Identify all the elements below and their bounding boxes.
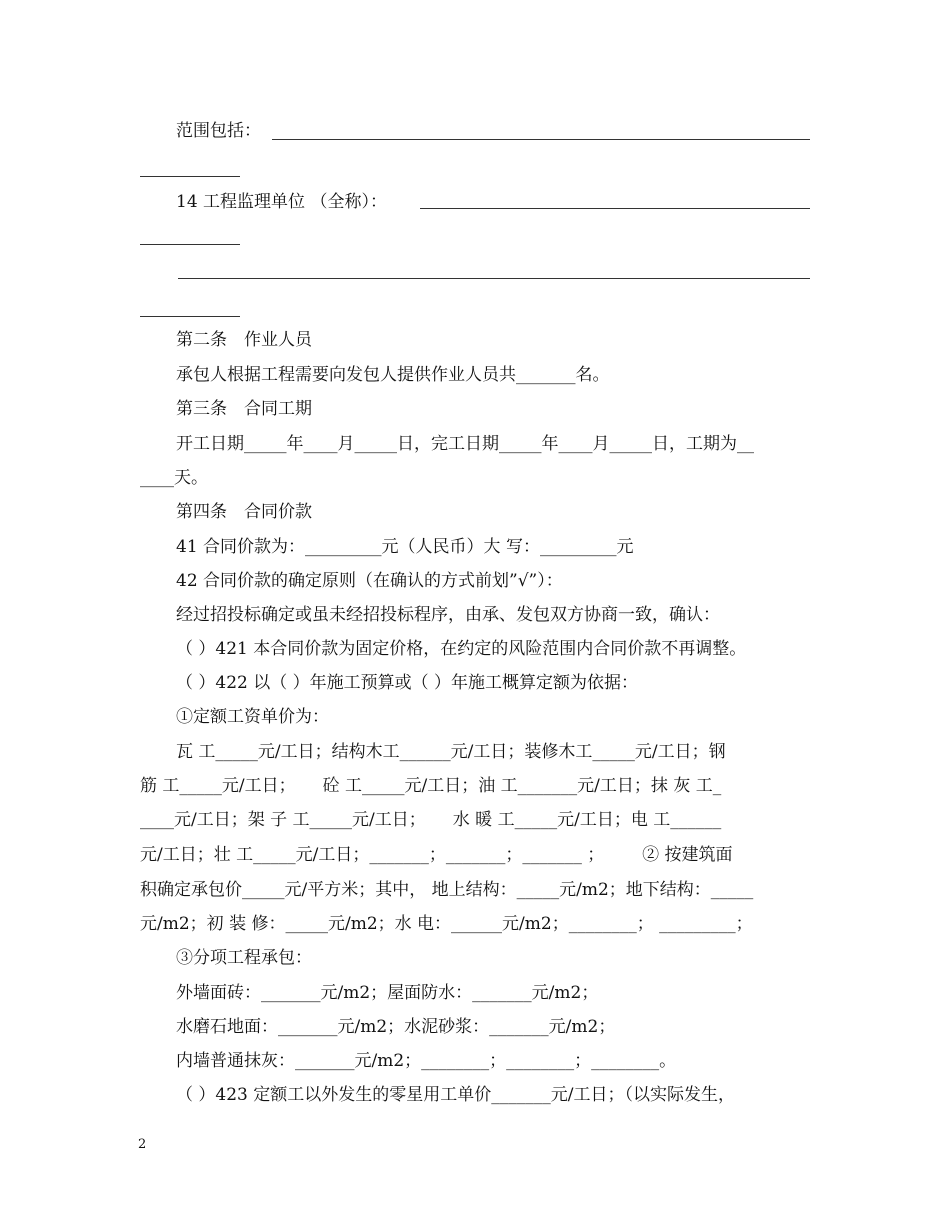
clause-421: （ ）421 本合同价款为固定价格，在约定的风险范围内合同价款不再调整。: [176, 639, 747, 659]
wage-line-5: 积确定承包价_____元/平方米；其中， 地上结构：_____元/m2；地下结构：_____: [140, 880, 754, 900]
article-2-text: 承包人根据工程需要向发包人提供作业人员共_______名。: [176, 365, 610, 385]
wage-line-6: 元/m2；初 装 修：_____元/m2；水 电：______元/m2；________； _________；: [140, 914, 753, 934]
fill-line: [140, 316, 240, 317]
subitem-line-1: 外墙面砖：_______元/m2；屋面防水：_______元/m2；: [176, 983, 599, 1003]
wage-line-3: ____元/工日；架 子 工_____元/工日； 水 暖 工_____元/工日；电 工______: [140, 810, 722, 830]
supervisor-label: 14 工程监理单位 （全称）：: [176, 192, 387, 212]
subitem-title: ③分项工程承包：: [176, 948, 312, 968]
wage-line-1: 瓦 工_____元/工日；结构木工______元/工日；装修木工_____元/工日；钢: [176, 742, 726, 762]
fill-line: [140, 244, 240, 245]
wage-line-2: 筋 工_____元/工日； 砼 工_____元/工日；油 工_______元/工日；抹 灰 工_: [140, 776, 722, 796]
scope-label: 范围包括：: [176, 121, 261, 141]
subitem-line-3: 内墙普通抹灰：_______元/m2；________；________；________。: [176, 1051, 677, 1071]
page-number: 2: [138, 1137, 147, 1152]
fill-line: [420, 208, 810, 209]
article-3-text-b: ____天。: [140, 468, 208, 488]
article-3-title: 第三条 合同工期: [176, 399, 312, 419]
article-4-title: 第四条 合同价款: [176, 502, 312, 522]
tender-text: 经过招投标确定或虽未经招投标程序，由承、发包双方协商一致，确认：: [176, 605, 720, 625]
clause-422: （ ）422 以（ ）年施工预算或（ ）年施工概算定额为依据：: [176, 673, 639, 693]
wage-line-4: 元/工日；壮 工_____元/工日；_______；_______；_______ ； ② 按建筑面: [140, 845, 733, 865]
fill-line: [272, 139, 810, 140]
subitem-line-2: 水磨石地面：_______元/m2；水泥砂浆：_______元/m2；: [176, 1017, 616, 1037]
clause-41: 41 合同价款为：_________元（人民币）大 写：_________元: [176, 537, 634, 557]
fill-line: [140, 176, 240, 177]
wage-title: ①定额工资单价为：: [176, 707, 329, 727]
clause-423: （ ）423 定额工以外发生的零星用工单价_______元/工日；（以实际发生，: [176, 1085, 735, 1105]
clause-42: 42 合同价款的确定原则（在确认的方式前划”√”）：: [176, 571, 563, 591]
fill-line: [178, 278, 810, 279]
article-2-title: 第二条 作业人员: [176, 330, 312, 350]
article-3-text-a: 开工日期_____年____月_____日，完工日期_____年____月_____日，工期为__: [176, 434, 754, 454]
